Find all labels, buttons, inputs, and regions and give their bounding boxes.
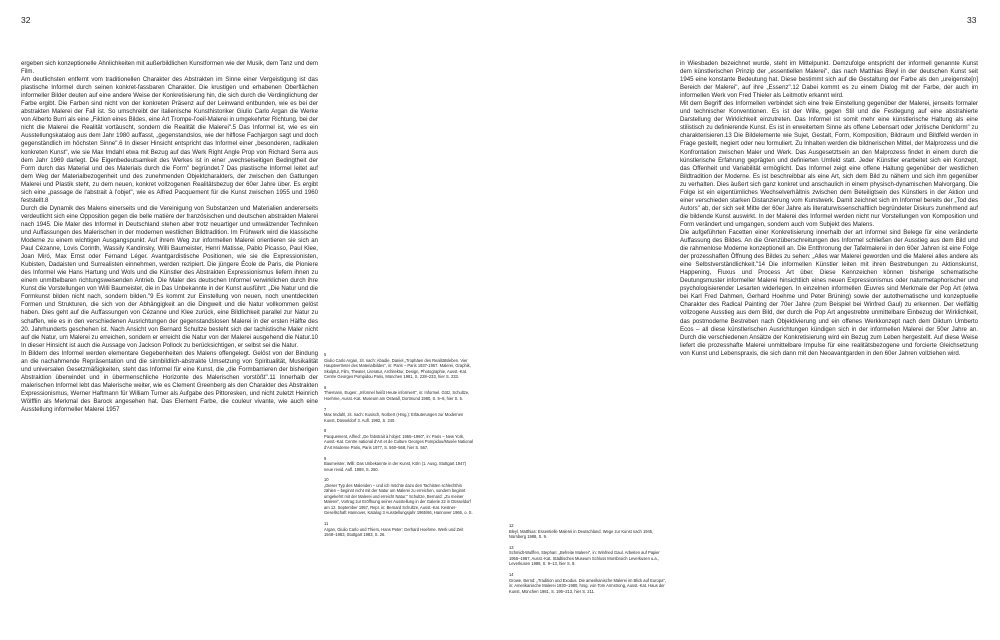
footnote [324, 456, 474, 473]
footnote-text: „Dieser Typ des Malenden – und ich möchte dazu den Tachisten schlechthin zählen – beginnt nicht mit der Natur um Malerei zu erreichen, sondern beginnt umgekehrt mit der Malerei und erreicht Natur." Schultze, Bernard: „Zu meiner Malerei", Vortrag zur Eröffnung seiner Ausstellung in der Galerie 22 in Düsseldorf am 12. September 1957, Repr. in: Bernard Schultze, Ausst.-Kat. Kestner-Gesellschaft Hannover, Katalog 3 Ausstellungsjahr 1965/66, Hannover 1966, o. S. [324, 482, 473, 516]
footnote-number: 9 [324, 455, 327, 461]
footnote-text: Bleyl, Matthias: Essentielle Malerei in Deutschland. Wege zur Kunst nach 1945, Nürnberg 1988, S. 9. [509, 528, 654, 539]
footnote-text: Pacquement, Alfred: „De l'abstrait à l'objet: 1955–1960", in: Paris – New York, Ausst.-Kat. Centre national d'Art et de Culture Georges Pompidou/Musée National d'Art Moderne Paris, Paris 1977, S. 560–568, hier S. 567. [324, 433, 473, 450]
footnote-number: 14 [509, 572, 514, 578]
footnote-number: 5 [324, 352, 327, 357]
paragraph: In Bildern des Informel werden elementare Gegebenheiten des Malens offengelegt. Gelöst von der Bindung an die nachahmende Repräsentation und die sinnbildlich-abstrakte Umsetzung von Spiritualität, Musikalität und universalen Gesetzmäßigkeiten, steht das Informel für eine Kunst, die „die Formbarrieren der bisherigen Abstraktion überwindet und in übermenschliche Horizonte des Malerischen vorstößt".11 Innerhalb der malerischen Informel lebt das Malerische weiter, wie es Clement Greenberg als den Charakter des Abstrakten Expressionismus, Werner Haftmann für William Turner als Aufgabe des Pittoresken, und nicht zuletzt Heinrich Wölfflin als Merkmal des Barock angesehen hat. Das Element Farbe, die couleur vivante, wie auch eine Ausstellung informeller Malerei 1957 [21, 349, 318, 414]
paragraph: Mit dem Begriff des Informellen verbindet sich eine freie Einstellung gegenüber der Malerei, jenseits formaler und technischer Konventionen. Es ist der Wille, gegen Stil und die Festlegung auf eine abstrahierte Darstellung der Wirklichkeit einzutreten. Das Informel ist somit mehr eine künstlerische Haltung als eine stilistisch zu definierende Kunst. Es ist in erweitertem Sinne als offene Lebensart oder „kritische Denkform" zu charakterisieren.13 Die Bildelemente wie Sujet, Gestalt, Form, Komposition, Bildraum und Bildfeld werden in Frage gestellt, negiert oder neu formuliert. Zu Inhalten werden die bildnerischen Mittel, der Malprozess und die Konfrontation zwischen Maler und Werk. Das Ausgesetztsein an den Malprozess findet in einem durch die künstlerische Erfahrung geprägten und definierten Umfeld statt. Jeder Künstler erarbeitet sich ein Konzept, das Offenheit und Variabilität ermöglicht. Das Informel zeigt eine offene Haltung gegenüber der westlichen Bildtradition der Moderne. Es ist beschreibbar als eine Art, sich dem Bild zu nähern und sich ihm gegenüber zu verhalten. Dies äußert sich ganz konkret und anschaulich in einem physisch-dynamischen Malvorgang. Die Folge ist ein eigentümliches Wechselverhältnis zwischen dem Beteiligtsein des Künstlers in der Aktion und einer verschieden starken Distanzierung vom Kunstwerk. Damit zeichnet sich im Informel bereits der „Tod des Autors" ab, der sich seit Mitte der 60er Jahre als literaturwissenschaftlich begründeter Diskurs zunehmend auf die bildende Kunst auswirkt. In der Malerei des Informel werden nicht nur Vorstellungen von Komposition und Form verändert und umgangen, sondern auch vom Subjekt des Malens. [680, 100, 978, 228]
footnote-number: 6 [324, 384, 327, 390]
footnote-number: 10 [324, 477, 329, 483]
paragraph: in Wiesbaden bezeichnet wurde, steht im Mittelpunkt. Demzufolge entspricht der informell genannte Kunst dem künstlerischen Prinzip der „essentiellen Malerei", das nach Matthias Bleyl in der deutschen Kunst seit 1945 eine konstante Bedeutung hat. Diese bestimmt sich auf die Gestaltung der Farbe als den „ureigenste[n] Bereich der Malerei", auf ihre „Essenz".12 Dabei kommt es zu einem Dialog mit der Farbe, der auch im informellen Werk von Fred Thieler als Leitmotiv erkannt wird. [680, 60, 978, 100]
footnote-text: Thiemann, Eugen: „Informel heißt Heute informiert", in: Informel. Götz, Schultze, Hoehme, Ausst.-Kat. Museum am Ostwall, Dortmund 1980, S. 5–8, hier S. 5. [324, 390, 470, 401]
paragraph: Am deutlichsten entfernt vom traditionellen Charakter des Abstrakten im Sinne einer Vergeistigung ist das plastische Informel durch seinen konkret-fassbaren Charakter. Die krustigen und erhabenen Oberflächen informeller Bilder deuten auf eine andere Weise der Konkretisierung hin, die sich durch die Verdinglichung der Farbe ergibt. Die Farben sind nicht von der konkreten Präsenz auf der Leinwand entbunden, wie es bei der abstrakten Malerei der Fall ist. So umschreibt der italienische Kunsthistoriker Giulio Carlo Argan die Werke von Alberto Burri als eine „Fiktion eines Bildes, eine Art Trompe-l'oeil-Malerei in umgekehrter Richtung, bei der nicht die Malerei die Realität vortäuscht, sondern die Realität die Malerei".5 Das Informel ist, wie es ein Ausstellungskatalog aus dem Jahr 1980 auffasst, „gegenstandslos, wie der hilflose Fachjargon sagt und doch gegenständlich im höchsten Sinne".6 In dieser Hinsicht entspricht das Informel einer „besonderen, radikalen konkreten Kunst", wie sie Max Imdahl etwa mit Bezug auf das Werk Right Angle Prop von Richard Serra aus dem Jahr 1969 darlegt. Die Eigenbedeutsamkeit des Werkes ist in einer „wechselseitigen Bedingtheit der Form durch das Material und des Materials durch die Form" begründet.7 Das plastische Informel leitet auf dem Weg der Materialbezogenheit und des zunehmenden Objektcharakters, der zwischen den Gattungen Malerei und Plastik steht, zu dem neuen, konkret vollzogenen Realitätsbezug der 60er Jahre über. Es ergibt sich eine „passage de l'abstrait à l'objet", wie es Alfred Pacquement für die Kunst zwischen 1955 und 1960 feststellt.8 [21, 76, 318, 204]
footnote [324, 477, 474, 516]
footnote [324, 352, 474, 380]
paragraph: Durch die Dynamik des Malens einerseits und die Vereinigung von Substanzen und Materialien andererseits verdeutlicht sich eine Opposition gegen die belle matière der französischen und deutschen abstrakten Malerei nach 1945. Die Maler des Informel in Deutschland stehen aber trotz neuartiger und umwälzender Techniken und Auffassungen des Malerischen in der modernen westlichen Bildtradition. Im Frühwerk wird die klassische Moderne zu einem wichtigen Ausgangspunkt. Auf ihrem Weg zur informellen Malerei orientieren sie sich an Paul Cézanne, Lovis Corinth, Wassily Kandinsky, Willi Baumeister, Henri Matisse, Pablo Picasso, Paul Klee, Joan Miró, Max Ernst oder Fernand Léger. Avantgardistische Positionen, wie sie die Expressionisten, Kubisten, Dadaisten und Surrealisten einnehmen, werden rezipiert. Die jüngere École de Paris, die Pioniere des Informel wie Hans Hartung und Wols und die Künstler des Abstrakten Expressionismus liefern ihnen zu einem unmittelbaren richtungsweisenden Antrieb. Die Maler des deutschen Informel verwirklichen durch ihre Kunst die Vorstellungen von Willi Baumeister, die in Das Unbekannte in der Kunst ausführt: „Die Natur und die Formkunst bilden nicht nach, sondern bilden."9 Es kommt zur Einstellung von neuen, noch unentdeckten Formen und Strukturen, die sich von der Abhängigkeit an die Dingwelt und die Natur vollkommen gelöst haben. Dies geht auf die Auffassungen von Cézanne und Klee zurück, eine Bildlichkeit parallel zur Natur zu schaffen, wie es in den verschiedenen Ausrichtungen der gegenstandslosen Malerei in der ersten Hälfte des 20. Jahrhunderts geschehen ist. Nach Ansicht von Bernard Schultze besteht sich der tachistische Maler nicht auf die Natur, um Malerei zu erreichen, sondern er erreicht die Natur von der Malerei ausgehend die Natur.10 In dieser Hinsicht ist auch die Aussage von Jackson Pollock zu berücksichtigen, er selbst sei die Natur. [21, 204, 318, 349]
footnote-number: 7 [324, 406, 327, 412]
footnote-number: 13 [509, 544, 514, 550]
footnote-text: Schmidt-Wulffen, Stephan: „Befreite Malerei", in: Winfried Gaul. Arbeiten auf Papier 1955–1987, Ausst.-Kat. Städtisches Museum Schloss Morsbroich Leverkusen u.a., Leverkusen 1988, S. 9–13, hier S. 9. [509, 550, 660, 567]
paragraph: Die aufgeführten Facetten einer Konkretisierung innerhalb der art informel sind Belege für eine veränderte Auffassung des Bildes. An die Grenzüberschreitungen des Informel schließen der Ausstieg aus dem Bild und die rahmenlose Moderne konzeptionell an. Die Entthronung der Tafelmalerei in den 60er Jahren ist eine Folge der prozesshaften Öffnung des Bildes zu sehen: „Alles war Malerei geworden und die Malerei alles andere als eine Selbstverständlichkeit."14 Die informellen Künstler leiten mit ihren Bestrebungen zu Aktionskunst, Happening, Fluxus und Process Art über. Diese Kennzeichen können bisherige schematische Deutungsmuster informeller Malerei hinsichtlich eines neuen Expressionismus oder naturmetaphorischer und psychologisierender Lesarten widerlegen. In einzelnen informellen Œuvres sind Merkmale der Pop Art (etwa bei Karl Fred Dahmen, Gerhard Hoehme und Peter Brüning) sowie der autothematische und konzeptuelle Charakter des Radical Painting der 70er Jahre (zum Beispiel bei Winfred Gaul) zu erkennen. Der vielfältig vollzogene Ausstieg aus dem Bild, der durch die Pop Art angestrebte unmittelbare Einbezug der Wirklichkeit, das postmoderne Bestreben nach Objektivierung und ein offenes Werkkonzept nach dem Diktum Umberto Ecos – all diese künstlerischen Ausrichtungen kündigen sich in der informellen Malerei der 50er Jahre an. Durch die verschiedenen Ansätze der Konkretisierung wird ein Bezug zum Leben hergestellt. Auf diese Weise liefert die prozesshafte Malerei unmittelbare Impulse für eine realitätsbezogene und forcierte Gleichsetzung von Kunst und Lebenspraxis, die sich dann mit den Neoavantgarden in den 60er Jahren vollziehen wird. [680, 228, 978, 357]
footnote [324, 521, 474, 538]
page-number-left: 32 [21, 15, 31, 25]
footnote-number: 8 [324, 428, 327, 434]
footnote-text: Argan, Giulio Carlo und Thiers, Hans Peter: Gerhard Hoehme. Werk und Zeit 1948–1983, Stuttgart 1983, S. 26. [324, 526, 464, 538]
footnotes-left [324, 352, 474, 543]
footnote [324, 428, 474, 450]
footnote-number: 12 [509, 523, 514, 528]
right-main-text-column [680, 60, 978, 580]
paragraph: ergeben sich konzeptionelle Ähnlichkeiten mit außerbildlichen Kunstformen wie der Musik, dem Tanz und dem Film. [21, 60, 318, 76]
footnote-text: Max Imdahl, zit. nach: Kusisch, Norbert (Hrsg.): Erläuterungen zur Modernen Kunst, Düsseldorf 3. Aufl. 1992, S. 240. [324, 412, 464, 423]
footnote-text: Growe, Bernd: „Tradition und Exodus. Die amerikanische Malerei im Blick auf Europa", in: Amerikanische Malerei 1930–1980, hrsg. von Tom Armstrong, Ausst.-Kat. Haus der Kunst, München 1981, S. 195–213, hier S. 211. [509, 577, 666, 594]
page-number-right: 33 [967, 15, 977, 25]
footnote [509, 545, 669, 567]
footnote-text: Baumeister, Willi: Das Unbekannte in der Kunst, Köln (1. Ausg. Stuttgart 1947) neue revid. Aufl. 1988, S. 250. [324, 461, 466, 472]
footnote [324, 385, 474, 402]
footnote [509, 523, 669, 540]
footnote [509, 572, 669, 594]
footnotes-right [509, 523, 669, 599]
footnote [324, 407, 474, 424]
left-main-text-column [21, 60, 318, 636]
footnote-text: Giulio Carlo Argan, zit. nach: Abadie, Daniel „Trophäen des Realitätsleben. Vier Hauptvertreter des Materialbildes", in: Paris – Paris 1937-1957. Malerei, Graphik, Skulptur, Film, Theater, Literatur, Architektur, Design, Photographie, Ausst.-Kat. Centre Georges Pompidou Paris, München 1981, S. 228–233, hier S. 233. [324, 357, 471, 379]
footnote-number: 11 [324, 521, 329, 527]
